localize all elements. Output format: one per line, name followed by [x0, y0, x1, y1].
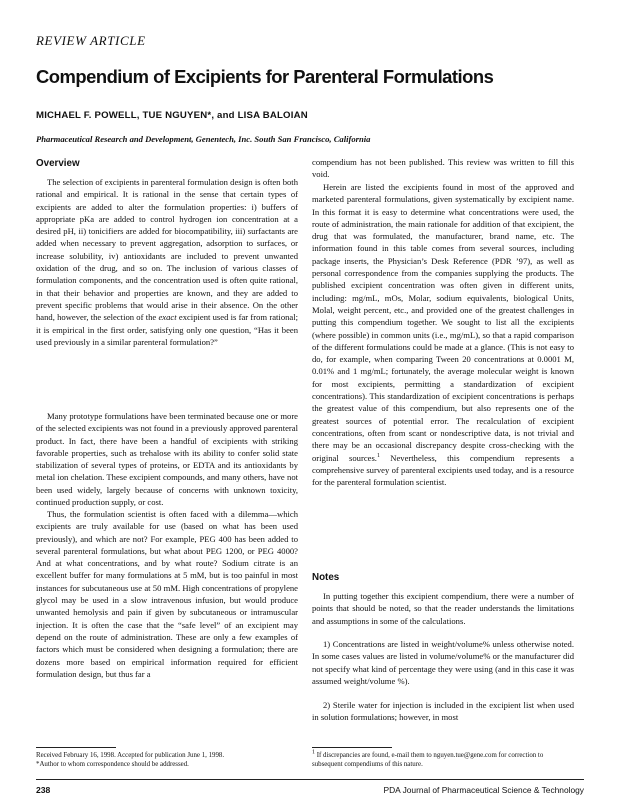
discrepancy-footnote: $^1$ If discrepancies are found, e-mail them to nguyen.tue@gene.com for correction to subsequent compendiums of this nature.: [312, 749, 544, 769]
notes-heading: Notes: [312, 572, 340, 583]
article-type-label: REVIEW ARTICLE: [36, 33, 146, 48]
footnote-rule-left: [36, 747, 116, 748]
overview-paragraph-4: compendium has not been published. This review was written to fill this void.: [312, 157, 574, 180]
notes-paragraph-1: In putting together this excipient compendium, there were a number of points that should be noted, so that the reader understands the limitations and assumptions in some of the calculations.: [312, 591, 574, 626]
footer-rule: [36, 779, 584, 780]
overview-paragraph-5: Herein are listed the excipients found in most of the approved and marketed parenteral formulations, given systematically by excipient name. In this format it is easy to determine what concentrations were used, the route of administration, the main rationale for addition of that excipient, the drug that was formulated, the manufacturer, brand name, etc. The information found in this table comes from several sources, including package inserts, the Physician’s Desk Reference (PDR ’97), as well as personal correspondence from the companies supplying the products. The published excipient concentration was often given in different units, including: mg/mL, mOs, Molar, sodium equivalents, biological Units, Molal, weight percent, etc., and provided one of the greatest challenges in putting this compendium together. We sought to list all the excipients (where possible) in common units (i.e., mg/mL), so that a rapid comparison of the different formulations could be made at a glance. (This is not easy to do, for example, when comparing Tween 20 concentrations at 0.0001 M, 0.01% and 1 mg/mL; fortunately, the average molecular weight is known for most excipients, permitting a standardization of excipient concentrations). This standardization of excipient concentrations is perhaps the greatest value of this compendium, but also represents one of the greatest sources of potential error. The recalculation of excipient concentrations, often from scant or nondescriptive data, is not trivial and there may be an occasional discrepancy despite cross-checking with the original sources.$^1$ Nevertheless, this compendium represents a comprehensive survey of parenteral excipients used today, and is a resource for the parenteral formulation scientist.: [312, 182, 574, 488]
page-number: 238: [36, 785, 51, 795]
overview-paragraph-3: Thus, the formulation scientist is often faced with a dilemma—which excipients are truly available for use (based on what has been used previously), and which are not? For example, PEG 400 has been added to several parenteral formulations, but what about PEG 1200, or PEG 4000? And at what concentrations, and by what route? Sodium citrate is an excellent buffer for many formulations at 5 mM, but is too painful in most instances for subcutaneous use at 50 mM. High concentrations of propylene glycol may be used in a slow intravenous infusion, but would produce unwanted hemolysis and pain if given by subcutaneous or intramuscular injection. It is often the case that the “safe level” of an excipient may depend on the route of administration. These are only a few examples of factors which must be considered when designing a formulation; there are dozens more based on empirical information required for efficient formulation design, but thus far a: [36, 509, 298, 679]
overview-heading: Overview: [36, 158, 80, 169]
notes-paragraph-3: 2) Sterile water for injection is included in the excipient list when used in solution formulations; however, in most: [312, 700, 574, 723]
journal-name: PDA Journal of Pharmaceutical Science & Technology: [383, 785, 584, 795]
notes-paragraph-2: 1) Concentrations are listed in weight/volume% unless otherwise noted. In some cases values are listed in volume/volume% or the manufacturer did not specify what kind of percentage they were using (and in this case it was assumed weight/volume %).: [312, 639, 574, 686]
received-footnote: Received February 16, 1998. Accepted for publication June 1, 1998. *Author to whom correspondence should be addressed.: [36, 752, 225, 769]
article-title: Compendium of Excipients for Parenteral Formulations: [36, 66, 494, 87]
affiliation: Pharmaceutical Research and Development, Genentech, Inc. South San Francisco, California: [36, 134, 371, 144]
overview-paragraph-2: Many prototype formulations have been terminated because one or more of the selected excipients was not found in a previously approved parenteral product. In fact, there have been a handful of excipients with striking favorable properties, such as trehalose with its ability to confer solid state stabilization of several types of proteins, or EDTA and its antioxidants by metal ion chelation. These excipient compounds, and many others, have not been used widely, largely because of concerns with unknown toxicity, continued production supply, or cost.: [36, 411, 298, 508]
author-list: MICHAEL F. POWELL, TUE NGUYEN*, and LISA BALOIAN: [36, 110, 308, 121]
footnote-rule-right: [312, 747, 392, 748]
overview-paragraph-1: The selection of excipients in parenteral formulation design is often both rational and empirical. It is rational in the sense that certain types of excipients are added to alter the formulation properties: i) buffers of appropriate pKa are added to control hydrogen ion concentration at a desired pH, ii) tonicifiers are added for biocompatibility, iii) surfactants are added when necessary to prevent aggregation, adsorption to surfaces, or increase solubility, iv) antioxidants are included to prevent unwanted oxidation of the drug, and so on. The inclusion of various classes of formulation components, and the concentration used is often quite rational, in that their behavior and properties are known, and they are added to prevent specific problems that would arise in their absence. On the other hand, however, the selection of the exact excipient used is far from rational; it is empirical in the first order, satisfying only one question, “Has it been used previously in a similar parenteral formulation?”: [36, 177, 299, 347]
